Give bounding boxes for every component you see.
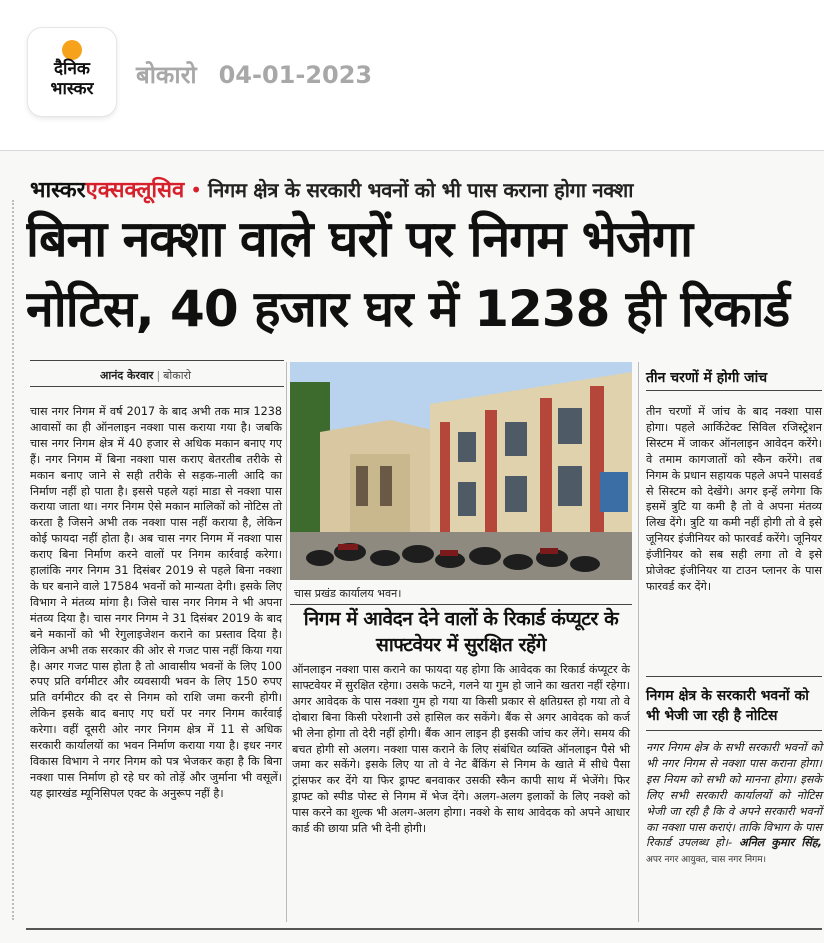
quote-author: अनिल कुमार सिंह, xyxy=(739,836,822,850)
side-article1-heading: तीन चरणों में होगी जांच xyxy=(646,370,768,386)
middle-article-body: ऑनलाइन नक्शा पास कराने का फायदा यह होगा कि आवेदक का रिकार्ड कंप्यूटर के साफ्टवेयर में सुरक्षित रहेगा। उसके फटने, गलने या गुम हो जाने का खतरा नहीं रहेगा। अगर आवेदक के पास नक्शा गुम हो गया या किसी प्रकार से क्षतिग्रस्त हो गया तो वे दोबारा बिना किसी परेशानी उसे हासिल कर सकेंगे। बैंक से अगर आवेदक को कर्ज भी लेना होगा तो देरी नहीं होगी। बैंक आन लाइन ही इसकी जांच कर लेंगे। समय की बचत होगी सो अलग। नक्शा पास कराने के लिए संबंधित व्यक्ति ऑनलाइन पैसे भी जमा कर सकेंगे। इसके लिए या तो वे नेट बैंकिंग से निगम के खाते में सीधे पैसा ट्रांसफर कर देंगे या फिर ड्राफ्ट बनवाकर उसकी स्कैन कापी साथ में भेजेंगे। फिर ड्राफ्ट को स्पीड पोस्ट से निगम में भेज देंगे। अलग-अलग इलाकों के लिए नक्शे को पास करने का शुल्क भी अलग-अलग होगा। नक्शे के साथ आवेदक को अपने आधार कार्ड की छाया प्रति भी देनी होगी। xyxy=(292,663,630,836)
post-header xyxy=(0,0,824,140)
page-fold-guide xyxy=(0,200,14,920)
building-illustration xyxy=(290,362,632,580)
main-article-body: चास नगर निगम में वर्ष 2017 के बाद अभी तक मात्र 1238 आवासों का ही ऑनलाइन नक्शा पास कराया गया है। जबकि चास नगर निगम क्षेत्र में 40 हजार से अधिक मकान बनाए गए हैं। नगर निगम में बिना नक्शा पास कराए बेतरतीब तरीके से मकान बनाए जाने से सही तरीके से सड़क-नाली आदि का निर्माण नहीं हो पाता है। इससे पहले यहां माडा से नक्शा पास कराया जाता था। नगर निगम ऐसे मकान मालिकों को नोटिस तो करता है जिसने अभी तक नक्शा पास नहीं कराया है, लेकिन कोई फायदा नहीं होता है। अब चास नगर निगम में नक्शा पास कराए बिना निर्माण करने वालों पर निगम कार्रवाई करेगा। हालांकि नगर निगम 31 दिसंबर 2019 से पहले बिना नक्शा के घर बनाने वाले 17584 भवनों को मान्यता देगी। इसके लिए विभाग ने मंतव्य मांगा है। जिसे चास नगर निगम ने भी अपना मंतव्य दिया है। चास नगर निगम ने 31 दिसंबर 2019 के बाद बने मकानों को भी रेगुलाइजेशन कराने का प्रस्ताव दिया है। लेकिन अभी तक सरकार की ओर से गजट पास नहीं किया गया है। अगर गजट पास होता है तो आवासीय भवनों के लिए 100 रुपए प्रति वर्गमीटर और व्यवसायी भवन के लिए 150 रुपए प्रति वर्गमीटर की दर से निगम को राशि जमा करनी होगी। लेकिन इसके बाद बनाए गए घरों पर नगर निगम कार्रवाई करेगा। वहीं दूसरी ओर नगर निगम क्षेत्र में 11 से अधिक सरकारी कार्यालयों का भवन निर्माण कराया गया है। इधर नगर विकास विभाग ने नगर निगम को पत्र भेजकर कहा है कि बिना नक्शा पास निर्माण हो रहे घर को तोड़ें और जुर्माना भी वसूलें। यह झारखंड म्यूनिसिपल एक्ट के अनुरूप नहीं है। xyxy=(30,405,282,800)
side-article1-body: तीन चरणों में जांच के बाद नक्शा पास होगा। पहले आर्किटेक्ट सिविल रजिस्ट्रेशन सिस्टम में जाकर ऑनलाइन आवेदन करेंगे। वे तमाम कागजातों को स्कैन करेंगे। तब निगम के प्रधान सहायक पहले अपने पासवर्ड से सिस्टम को देखेंगे। अगर इन्हें लगेगा कि इसमें त्रुटि या कमी है तो वे अपना मंतव्य लिख देंगे। त्रुटि या कमी नहीं होगी तो वे इसे जूनियर इंजीनियर को फारवर्ड करेंगे। जूनियर इंजीनियर को सब सही लगा तो वे इसे प्रोजेक्ट इंजीनियर या टाउन प्लानर के पास फारवर्ड कर देंगे। xyxy=(646,405,822,593)
byline xyxy=(100,368,191,383)
byline-rule-bottom xyxy=(30,386,284,387)
logo-line2: भास्कर xyxy=(50,79,94,99)
kicker-text: निगम क्षेत्र के सरकारी भवनों को भी पास कराना होगा नक्शा xyxy=(208,178,634,202)
brand-bhaskar: भास्कर xyxy=(30,178,86,203)
headline-line1: बिना नक्शा वाले घरों पर निगम भेजेगा xyxy=(26,210,693,268)
main-headline xyxy=(26,204,816,344)
sun-icon xyxy=(62,40,82,60)
dainik-bhaskar-logo[interactable] xyxy=(28,28,116,116)
quote-text: नगर निगम क्षेत्र के सभी सरकारी भवनों को भी नगर निगम से नक्शा पास कराना होगा। इस नियम को सभी को मानना होगा। इसके लिए सभी सरकारी कार्यालयों को नोटिस भेजी जा रही है कि वे अपने सरकारी भवनों का नक्शा पास कराएं। ताकि विभाग के पास रिकार्ड उपलब्ध हो।- xyxy=(646,741,822,850)
quote-role: अपर नगर आयुक्त, चास नगर निगम। xyxy=(646,855,767,866)
byline-author: आनंद केरवार xyxy=(100,369,154,382)
photo-caption: चास प्रखंड कार्यालय भवन। xyxy=(294,587,402,600)
kicker-line xyxy=(30,174,633,208)
byline-rule xyxy=(30,360,284,361)
side-article2-heading: निगम क्षेत्र के सरकारी भवनों को भी भेजी जा रही है नोटिस xyxy=(646,688,809,724)
city-label: बोकारो xyxy=(136,61,197,89)
side-rule3 xyxy=(646,730,822,731)
bottom-rule xyxy=(26,928,822,930)
middle-article-heading: निगम में आवेदन देने वालों के रिकार्ड कंप्यूटर के साफ्टवेयर में सुरक्षित रहेंगे xyxy=(303,608,619,656)
logo-line1: दैनिक xyxy=(54,59,90,79)
brand-exclusive: एक्सक्लूसिव xyxy=(85,178,185,203)
column-divider-right xyxy=(638,362,639,922)
column-divider-left xyxy=(286,362,287,922)
headline-line2: नोटिस, 40 हजार घर में 1238 ही रिकार्ड xyxy=(26,280,790,338)
side-rule2 xyxy=(646,676,822,677)
byline-separator: | xyxy=(156,369,161,382)
subhead-rule xyxy=(290,604,632,605)
side-rule1 xyxy=(646,390,822,391)
byline-place: बोकारो xyxy=(163,369,191,382)
kicker-separator: • xyxy=(190,178,203,202)
office-building-photo xyxy=(290,362,632,580)
post-meta xyxy=(136,58,372,91)
date-label: 04-01-2023 xyxy=(218,61,373,89)
official-quote xyxy=(646,740,822,869)
